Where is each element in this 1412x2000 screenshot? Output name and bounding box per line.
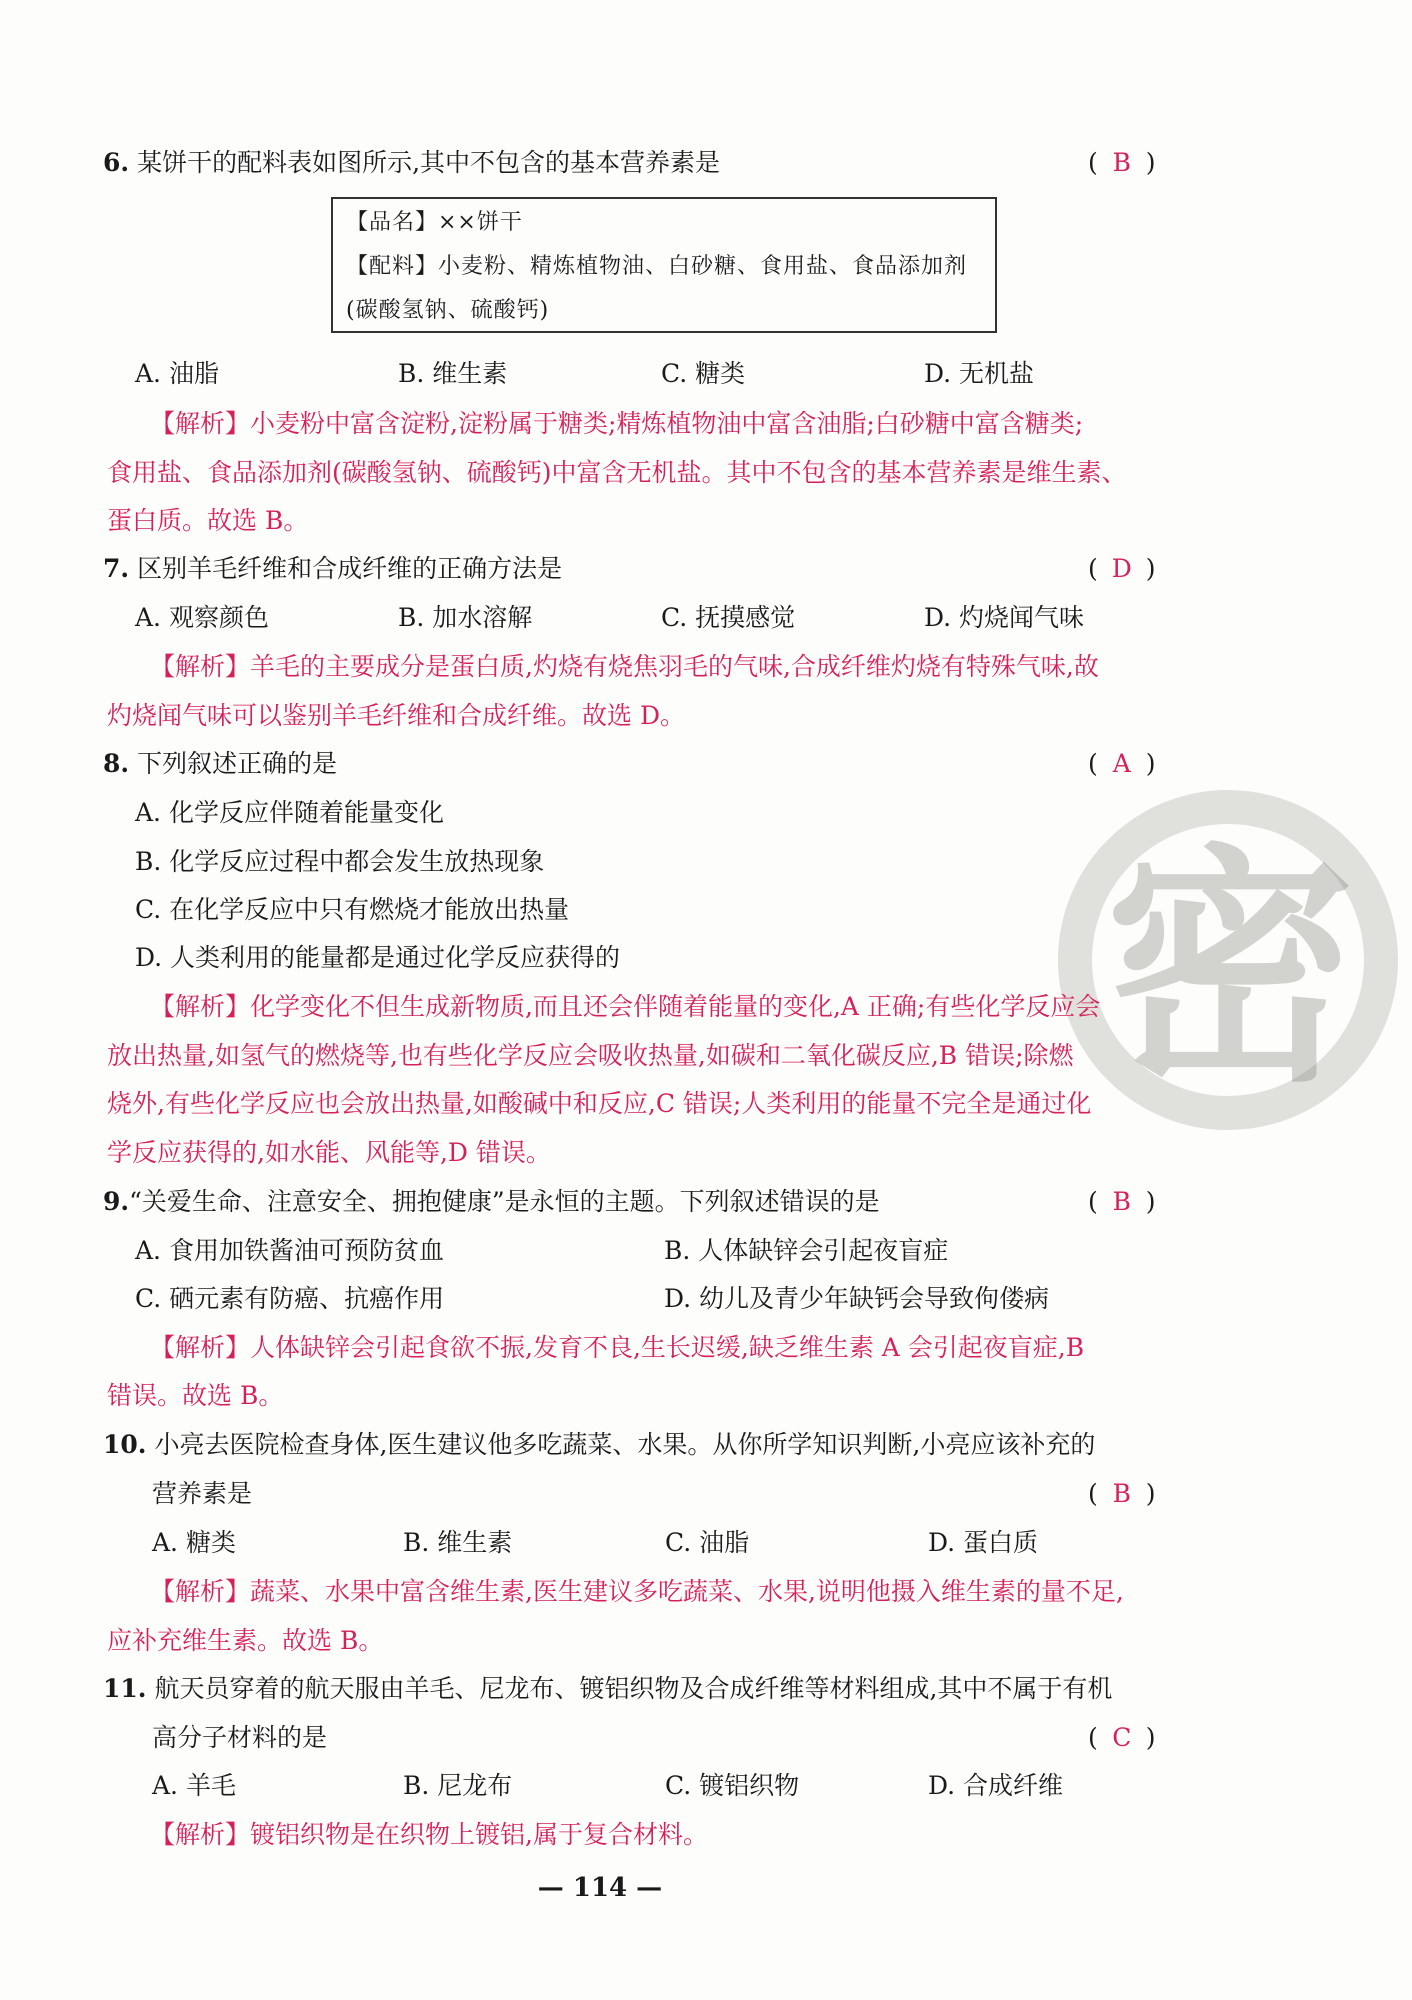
explanation-text: 人体缺锌会引起食欲不振,发育不良,生长迟缓,缺乏维生素 A 会引起夜盲症,B [250,1333,1085,1362]
box-product-name: 【品名】××饼干 [346,210,523,235]
answer-letter: B [1112,148,1131,177]
stamp-character: 密 [1105,824,1355,1115]
question-6-stem [103,146,720,180]
question-number: 11. [103,1674,147,1703]
explanation-line: 学反应获得的,如水能、风能等,D 错误。 [107,1138,551,1167]
explanation-line: 错误。故选 B。 [107,1381,284,1410]
option-c: C. 在化学反应中只有燃烧才能放出热量 [135,895,570,924]
option-b: B. 维生素 [398,359,508,388]
answer-8: ( A ) [1088,747,1156,781]
page-number: — 114 — [537,1873,663,1903]
question-text: 某饼干的配料表如图所示,其中不包含的基本营养素是 [137,148,721,177]
option-c: C. 油脂 [665,1528,750,1557]
question-7-stem [103,552,562,586]
option-a: A. 油脂 [135,359,219,388]
explanation-text: 蔬菜、水果中富含维生素,医生建议多吃蔬菜、水果,说明他摄入维生素的量不足, [250,1577,1124,1606]
option-c: C. 硒元素有防癌、抗癌作用 [135,1284,445,1313]
option-b: B. 化学反应过程中都会发生放热现象 [135,847,545,876]
option-d: D. 人类利用的能量都是通过化学反应获得的 [135,943,621,972]
option-b: B. 维生素 [403,1528,513,1557]
question-text: 小亮去医院检查身体,医生建议他多吃蔬菜、水果。从你所学知识判断,小亮应该补充的 [154,1430,1096,1459]
explanation-line: 放出热量,如氢气的燃烧等,也有些化学反应会吸收热量,如碳和二氧化碳反应,B 错误;除燃 [107,1041,1074,1070]
question-10-stem-cont: 营养素是 [152,1479,253,1508]
answer-7: ( D ) [1088,552,1156,586]
explanation-line: 应补充维生素。故选 B。 [107,1626,384,1655]
explanation-line: 蛋白质。故选 B。 [107,506,309,535]
box-additives: (碳酸氢钠、硫酸钙) [346,298,550,323]
explanation-line [150,1575,1124,1609]
question-11-stem-cont: 高分子材料的是 [152,1723,328,1752]
option-a: A. 糖类 [152,1528,236,1557]
explanation-text: 小麦粉中富含淀粉,淀粉属于糖类;精炼植物油中富含油脂;白砂糖中富含糖类; [250,409,1084,438]
option-d: D. 幼儿及青少年缺钙会导致佝偻病 [664,1284,1050,1313]
answer-letter: D [1111,554,1132,583]
explanation-line [150,1331,1084,1365]
answer-11: ( C ) [1088,1721,1156,1755]
option-a: A. 化学反应伴随着能量变化 [135,798,444,827]
option-b: B. 尼龙布 [403,1771,513,1800]
answer-9: ( B ) [1088,1185,1156,1219]
option-a: A. 羊毛 [152,1771,236,1800]
question-text: 航天员穿着的航天服由羊毛、尼龙布、镀铝织物及合成纤维等材料组成,其中不属于有机 [154,1674,1113,1703]
explanation-line: 烧外,有些化学反应也会放出热量,如酸碱中和反应,C 错误;人类利用的能量不完全是通过化 [107,1089,1092,1118]
explanation-text: 化学变化不但生成新物质,而且还会伴随着能量的变化,A 正确;有些化学反应会 [250,992,1101,1021]
explanation-line: 食用盐、食品添加剂(碳酸氢钠、硫酸钙)中富含无机盐。其中不包含的基本营养素是维生素、 [107,458,1127,487]
question-number: 7. [103,554,130,583]
question-10-stem [103,1428,1095,1462]
explanation-tag: 【解析】 [150,652,251,681]
box-ingredients: 【配料】小麦粉、精炼植物油、白砂糖、食用盐、食品添加剂 [346,254,968,279]
question-text: “关爱生命、注意安全、拥抱健康”是永恒的主题。下列叙述错误的是 [129,1187,880,1216]
explanation-tag: 【解析】 [150,1577,251,1606]
explanation-text: 镀铝织物是在织物上镀铝,属于复合材料。 [250,1820,708,1849]
explanation-line: 灼烧闻气味可以鉴别羊毛纤维和合成纤维。故选 D。 [107,701,685,730]
question-number: 6. [103,148,130,177]
explanation-tag: 【解析】 [150,1820,251,1849]
option-a: A. 观察颜色 [135,603,269,632]
explanation-text: 羊毛的主要成分是蛋白质,灼烧有烧焦羽毛的气味,合成纤维灼烧有特殊气味,故 [250,652,1099,681]
explanation-line [150,990,1100,1024]
option-c: C. 镀铝织物 [665,1771,800,1800]
explanation-tag: 【解析】 [150,1333,251,1362]
question-number: 9. [103,1187,130,1216]
question-8-stem [103,747,337,781]
option-c: C. 糖类 [661,359,746,388]
explanation-line [150,1818,708,1852]
option-c: C. 抚摸感觉 [661,603,796,632]
option-d: D. 蛋白质 [928,1528,1039,1557]
explanation-line [150,407,1083,441]
answer-6: ( B ) [1088,146,1156,180]
question-11-stem [103,1672,1112,1706]
answer-letter: B [1112,1479,1131,1508]
option-b: B. 加水溶解 [398,603,533,632]
answer-10: ( B ) [1088,1477,1156,1511]
question-number: 8. [103,749,130,778]
answer-letter: C [1112,1723,1132,1752]
option-d: D. 无机盐 [924,359,1035,388]
option-d: D. 灼烧闻气味 [924,603,1085,632]
option-b: B. 人体缺锌会引起夜盲症 [664,1236,949,1265]
answer-letter: B [1112,1187,1131,1216]
explanation-tag: 【解析】 [150,992,251,1021]
question-9-stem [103,1185,880,1219]
answer-letter: A [1112,749,1131,778]
explanation-line [150,650,1099,684]
question-number: 10. [103,1430,147,1459]
option-a: A. 食用加铁酱油可预防贫血 [135,1236,444,1265]
question-text: 下列叙述正确的是 [137,749,338,778]
explanation-tag: 【解析】 [150,409,251,438]
option-d: D. 合成纤维 [928,1771,1064,1800]
question-text: 区别羊毛纤维和合成纤维的正确方法是 [137,554,563,583]
